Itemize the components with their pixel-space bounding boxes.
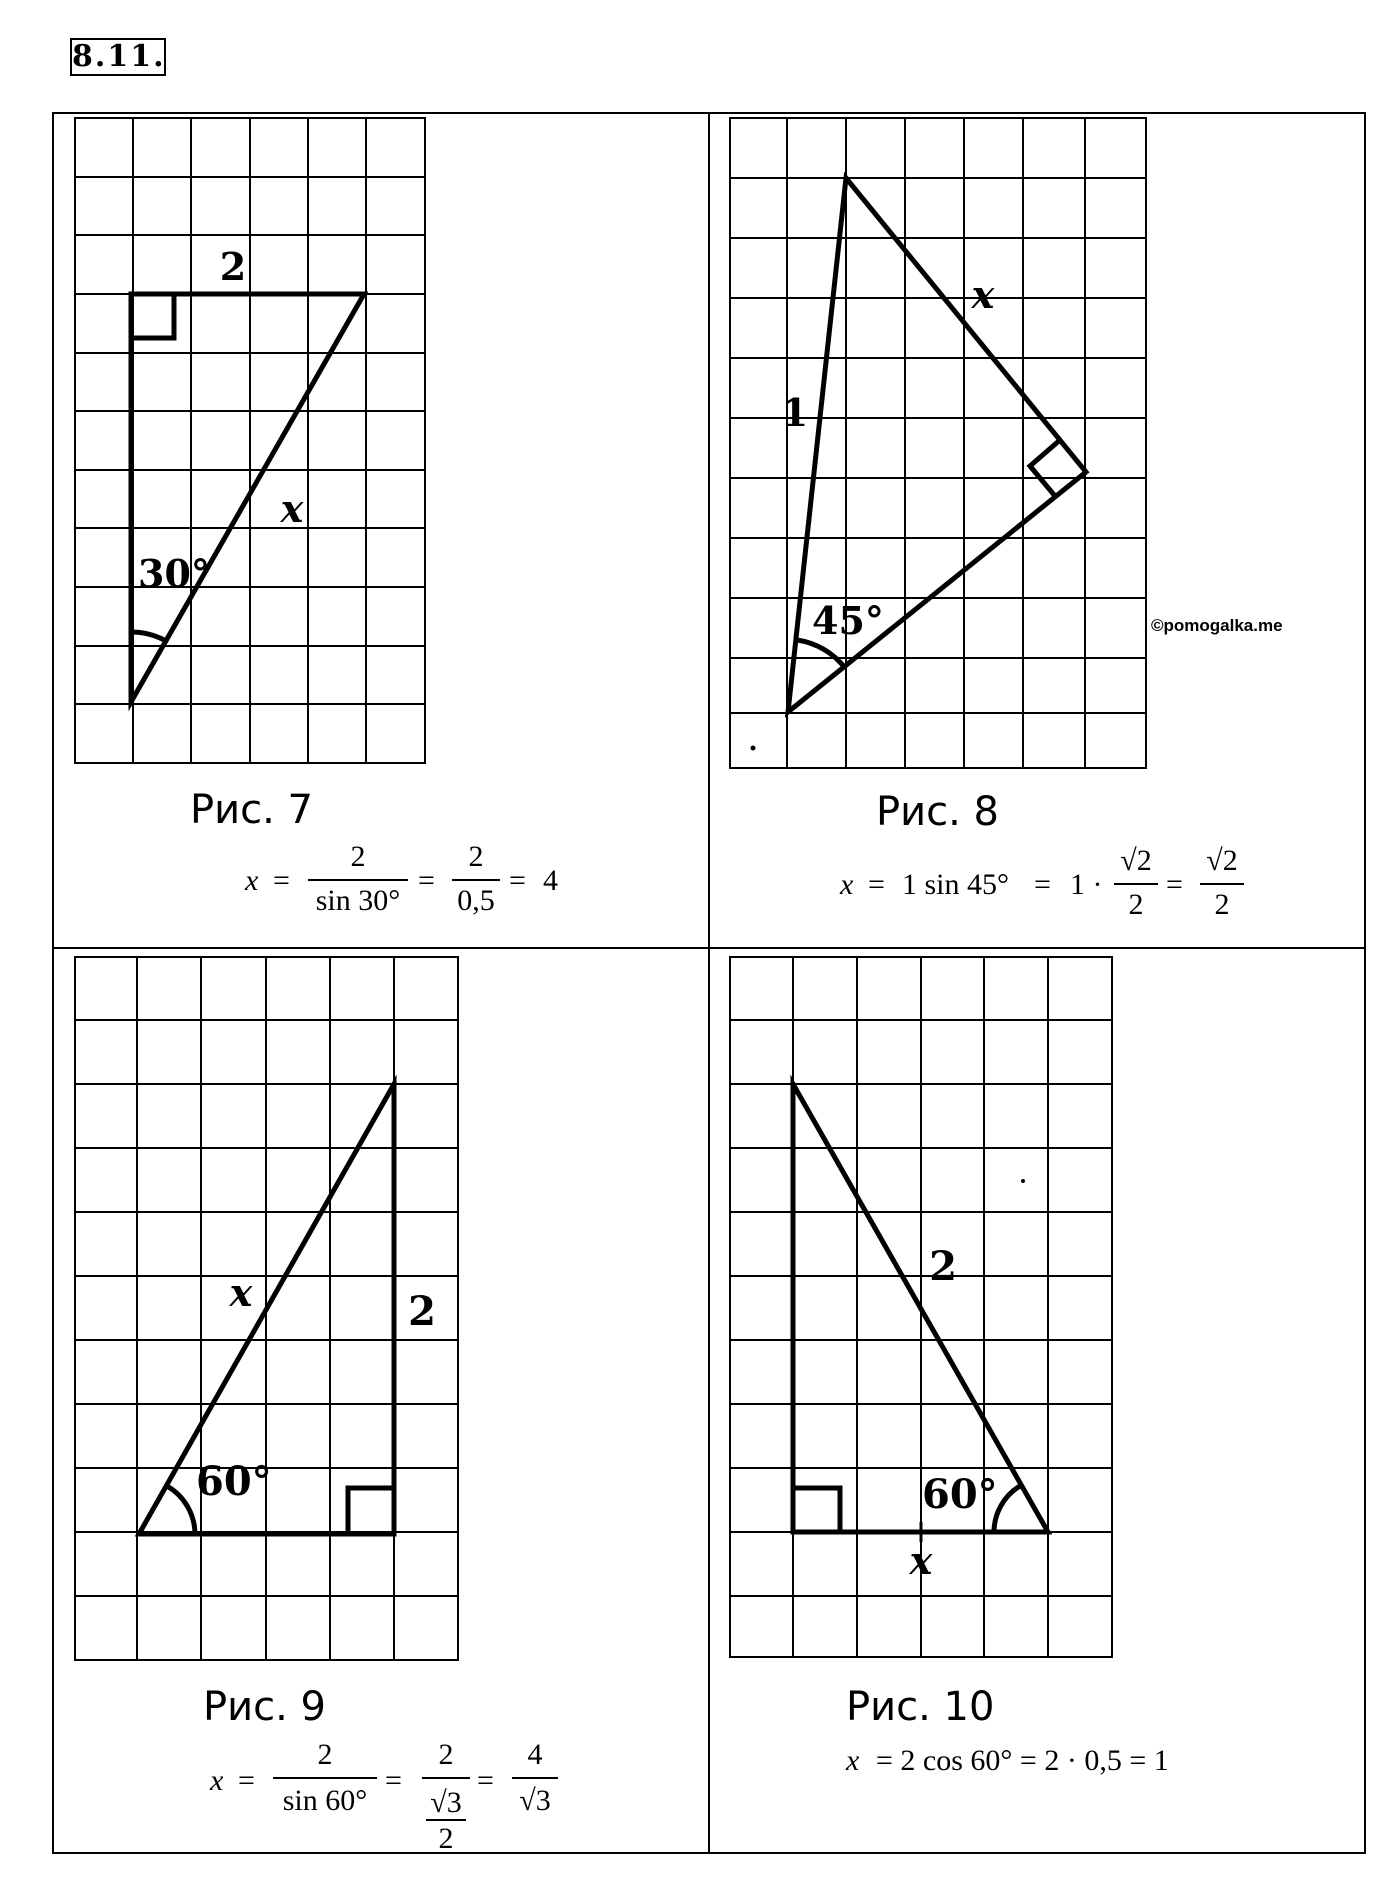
label-hypotenuse-fig9: x [229, 1270, 253, 1315]
label-angle-fig9: 60° [196, 1458, 272, 1505]
formula-fig9-den2-num: √3 [430, 1786, 462, 1819]
formula-fig9-eq1: = [238, 1764, 255, 1797]
formula-fig7-x: x [245, 864, 259, 897]
caption-fig9: Рис. 9 [203, 1684, 326, 1730]
formula-fig7-den1: sin 30° [315, 884, 401, 917]
angle-arc-fig10 [994, 1486, 1020, 1532]
watermark: ©pomogalka.me [1151, 616, 1283, 635]
right-angle-mark-fig9 [348, 1488, 394, 1534]
problem-number: 8.11. [72, 39, 166, 74]
caption-fig8: Рис. 8 [876, 789, 999, 835]
label-hypotenuse-fig10: 2 [929, 1243, 957, 1290]
label-top-leg-fig7: 2 [219, 244, 247, 289]
formula-fig10 [845, 1744, 1169, 1777]
formula-fig7-eq2: = [418, 864, 435, 897]
formula-fig7-num2: 2 [468, 840, 484, 873]
formula-fig8-x: x [840, 868, 854, 901]
formula-fig7 [244, 840, 558, 917]
angle-arc-fig8 [797, 640, 845, 668]
formula-fig9 [209, 1738, 558, 1855]
formula-fig9-num1: 2 [317, 1738, 333, 1771]
formula-fig8-eq2: = [1034, 868, 1051, 901]
formula-fig7-den2: 0,5 [457, 884, 495, 917]
formula-fig9-den2-den: 2 [438, 1822, 454, 1855]
formula-fig9-den1: sin 60° [282, 1784, 368, 1817]
formula-fig9-eq3: = [477, 1764, 494, 1797]
label-side-1-fig8: 1 [781, 390, 809, 435]
figure-9 [75, 957, 458, 1660]
stray-dot-fig10 [1021, 1179, 1025, 1183]
formula-fig7-result: 4 [543, 864, 558, 897]
formula-fig8-num2: √2 [1206, 844, 1238, 877]
label-hypotenuse-fig7: x [280, 486, 304, 531]
formula-fig8-den2: 2 [1214, 888, 1230, 921]
angle-arc-fig9 [167, 1486, 195, 1534]
formula-fig10-x: x [846, 1744, 860, 1777]
formula-fig8-eq1: = [868, 868, 885, 901]
angle-arc-fig7 [131, 632, 166, 641]
figure-10 [730, 957, 1112, 1657]
formula-fig9-x: x [210, 1764, 224, 1797]
stray-dot-fig8 [751, 746, 756, 751]
figure-7 [75, 118, 425, 763]
figure-8 [730, 118, 1146, 768]
formula-fig9-eq2: = [385, 1764, 402, 1797]
formula-fig10-expr: = 2 cos 60° = 2 · 0,5 = 1 [876, 1744, 1169, 1777]
caption-fig10: Рис. 10 [846, 1684, 995, 1730]
formula-fig8-num1: √2 [1120, 844, 1152, 877]
formula-fig7-eq1: = [273, 864, 290, 897]
formula-fig9-den3: √3 [519, 1784, 551, 1817]
label-side-x-fig8: x [971, 272, 995, 317]
right-angle-mark-fig7 [131, 294, 174, 338]
formula-fig7-eq3: = [509, 864, 526, 897]
label-angle-fig10: 60° [922, 1471, 998, 1518]
label-right-leg-fig9: 2 [408, 1288, 436, 1335]
grid-fig7 [75, 118, 425, 763]
formula-fig8-mid: 1 · [1070, 868, 1103, 901]
formula-fig9-num3: 4 [527, 1738, 543, 1771]
right-angle-mark-fig8 [1030, 440, 1060, 496]
right-angle-mark-fig10 [793, 1488, 840, 1532]
formula-fig8-eq3: = [1166, 868, 1183, 901]
formula-fig9-num2: 2 [438, 1738, 454, 1771]
caption-fig7: Рис. 7 [190, 787, 313, 833]
formula-fig7-num1: 2 [350, 840, 366, 873]
label-angle-fig8: 45° [812, 598, 884, 643]
label-bottom-leg-fig10: x [909, 1538, 933, 1583]
formula-fig8-lhs: 1 sin 45° [902, 868, 1010, 901]
formula-fig8 [839, 844, 1244, 921]
formula-fig8-den1: 2 [1128, 888, 1144, 921]
label-angle-fig7: 30° [138, 551, 210, 596]
